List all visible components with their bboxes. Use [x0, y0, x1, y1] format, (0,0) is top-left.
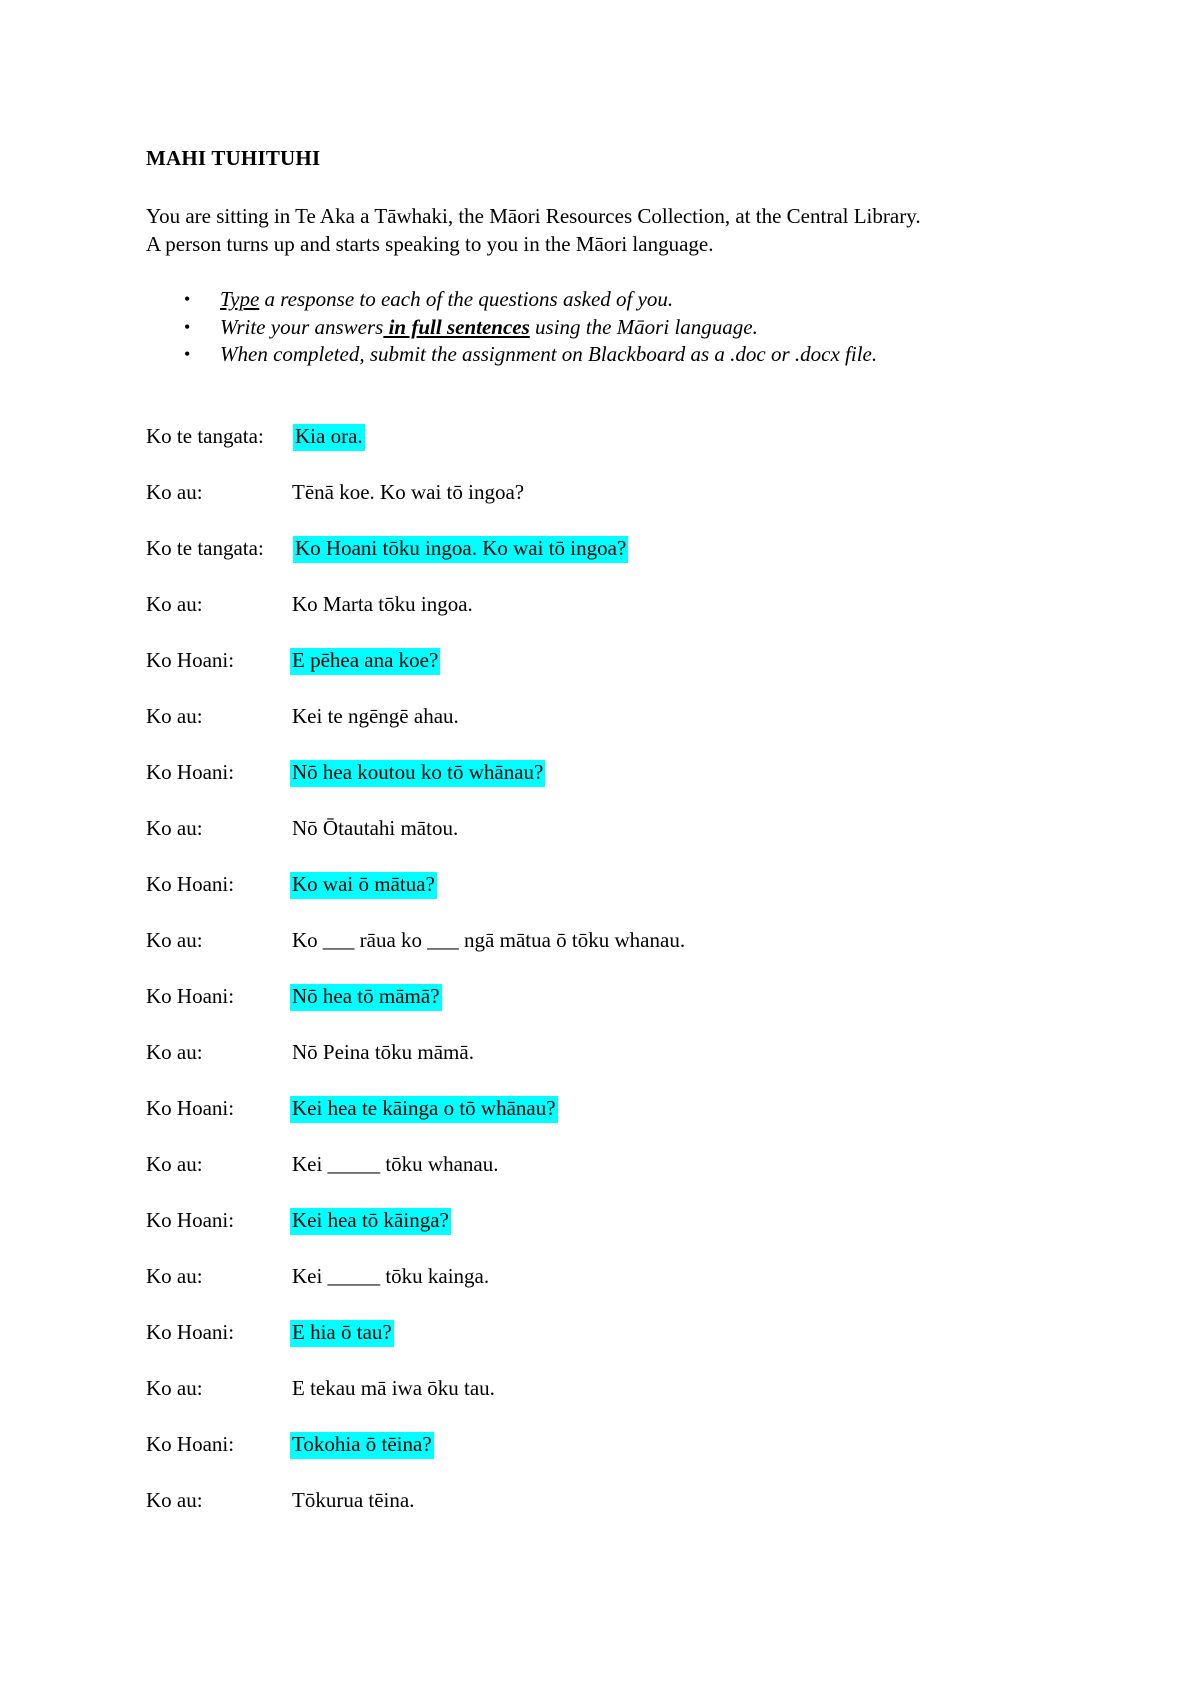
speaker-label: Ko au: [146, 704, 203, 728]
answer-text: Ko Marta tōku ingoa. [292, 592, 473, 616]
instruction-text: a response to each of the questions asked of you. [259, 287, 674, 311]
speaker-label: Ko te tangata: [146, 424, 264, 448]
speaker-label: Ko au: [146, 928, 203, 952]
speaker-label: Ko au: [146, 480, 203, 504]
answer-text: E tekau mā iwa ōku tau. [292, 1376, 495, 1400]
instruction-text: Write your answers [220, 314, 384, 339]
document-title: MAHI TUHITUHI [146, 146, 321, 170]
question-highlighted: Tokohia ō tēina? [290, 1432, 434, 1459]
intro-line-2: A person turns up and starts speaking to you in the Māori language. [146, 232, 714, 256]
speaker-label: Ko Hoani: [146, 1432, 235, 1456]
speaker-label: Ko au: [146, 1040, 203, 1064]
intro-line-1: You are sitting in Te Aka a Tāwhaki, the Māori Resources Collection, at the Central Library. [146, 204, 921, 228]
speaker-label: Ko Hoani: [146, 648, 235, 672]
speaker-label: Ko au: [146, 1264, 203, 1288]
answer-text: Nō Peina tōku māmā. [292, 1040, 474, 1064]
speaker-label: Ko te tangata: [146, 536, 264, 560]
answer-text: Kei te ngēngē ahau. [292, 704, 459, 728]
question-highlighted: Nō hea tō māmā? [290, 984, 442, 1011]
speaker-label: Ko Hoani: [146, 760, 235, 784]
answer-text: Nō Ōtautahi mātou. [292, 816, 459, 840]
answer-text: Tōkurua tēina. [292, 1488, 415, 1512]
speaker-label: Ko au: [146, 1488, 203, 1512]
answer-text: Kei _____ tōku whanau. [292, 1152, 499, 1176]
answer-text: Ko ___ rāua ko ___ ngā mātua ō tōku whanau. [292, 928, 686, 952]
instruction-item [146, 286, 877, 314]
question-highlighted: Ko Hoani tōku ingoa. Ko wai tō ingoa? [293, 536, 628, 563]
speaker-label: Ko au: [146, 816, 203, 840]
speaker-label: Ko Hoani: [146, 872, 235, 896]
speaker-label: Ko Hoani: [146, 984, 235, 1008]
bullet-icon: • [184, 289, 191, 309]
question-highlighted: Kei hea te kāinga o tō whānau? [290, 1096, 558, 1123]
speaker-label: Ko au: [146, 1152, 203, 1176]
answer-text: Kei _____ tōku kainga. [292, 1264, 490, 1288]
speaker-label: Ko Hoani: [146, 1208, 235, 1232]
instruction-item [146, 341, 877, 369]
instructions-list [146, 286, 877, 369]
instruction-item [146, 314, 877, 342]
speaker-label: Ko Hoani: [146, 1320, 235, 1344]
question-highlighted: Kia ora. [293, 424, 365, 451]
question-highlighted: Kei hea tō kāinga? [290, 1208, 451, 1235]
instruction-text: When completed, submit the assignment on Blackboard as a .doc or .docx file. [220, 342, 878, 366]
bullet-icon: • [184, 344, 191, 364]
question-highlighted: Ko wai ō mātua? [290, 872, 437, 899]
bullet-icon: • [184, 316, 191, 337]
instruction-text: in full sentences [383, 314, 530, 339]
speaker-label: Ko au: [146, 592, 203, 616]
speaker-label: Ko Hoani: [146, 1096, 235, 1120]
instruction-text: Type [220, 287, 260, 311]
question-highlighted: E pēhea ana koe? [290, 648, 440, 675]
instruction-text: using the Māori language. [529, 314, 758, 339]
speaker-label: Ko au: [146, 1376, 203, 1400]
answer-text: Tēnā koe. Ko wai tō ingoa? [292, 480, 525, 504]
intro-paragraph [146, 202, 1106, 258]
question-highlighted: E hia ō tau? [290, 1320, 394, 1347]
question-highlighted: Nō hea koutou ko tō whānau? [290, 760, 545, 787]
